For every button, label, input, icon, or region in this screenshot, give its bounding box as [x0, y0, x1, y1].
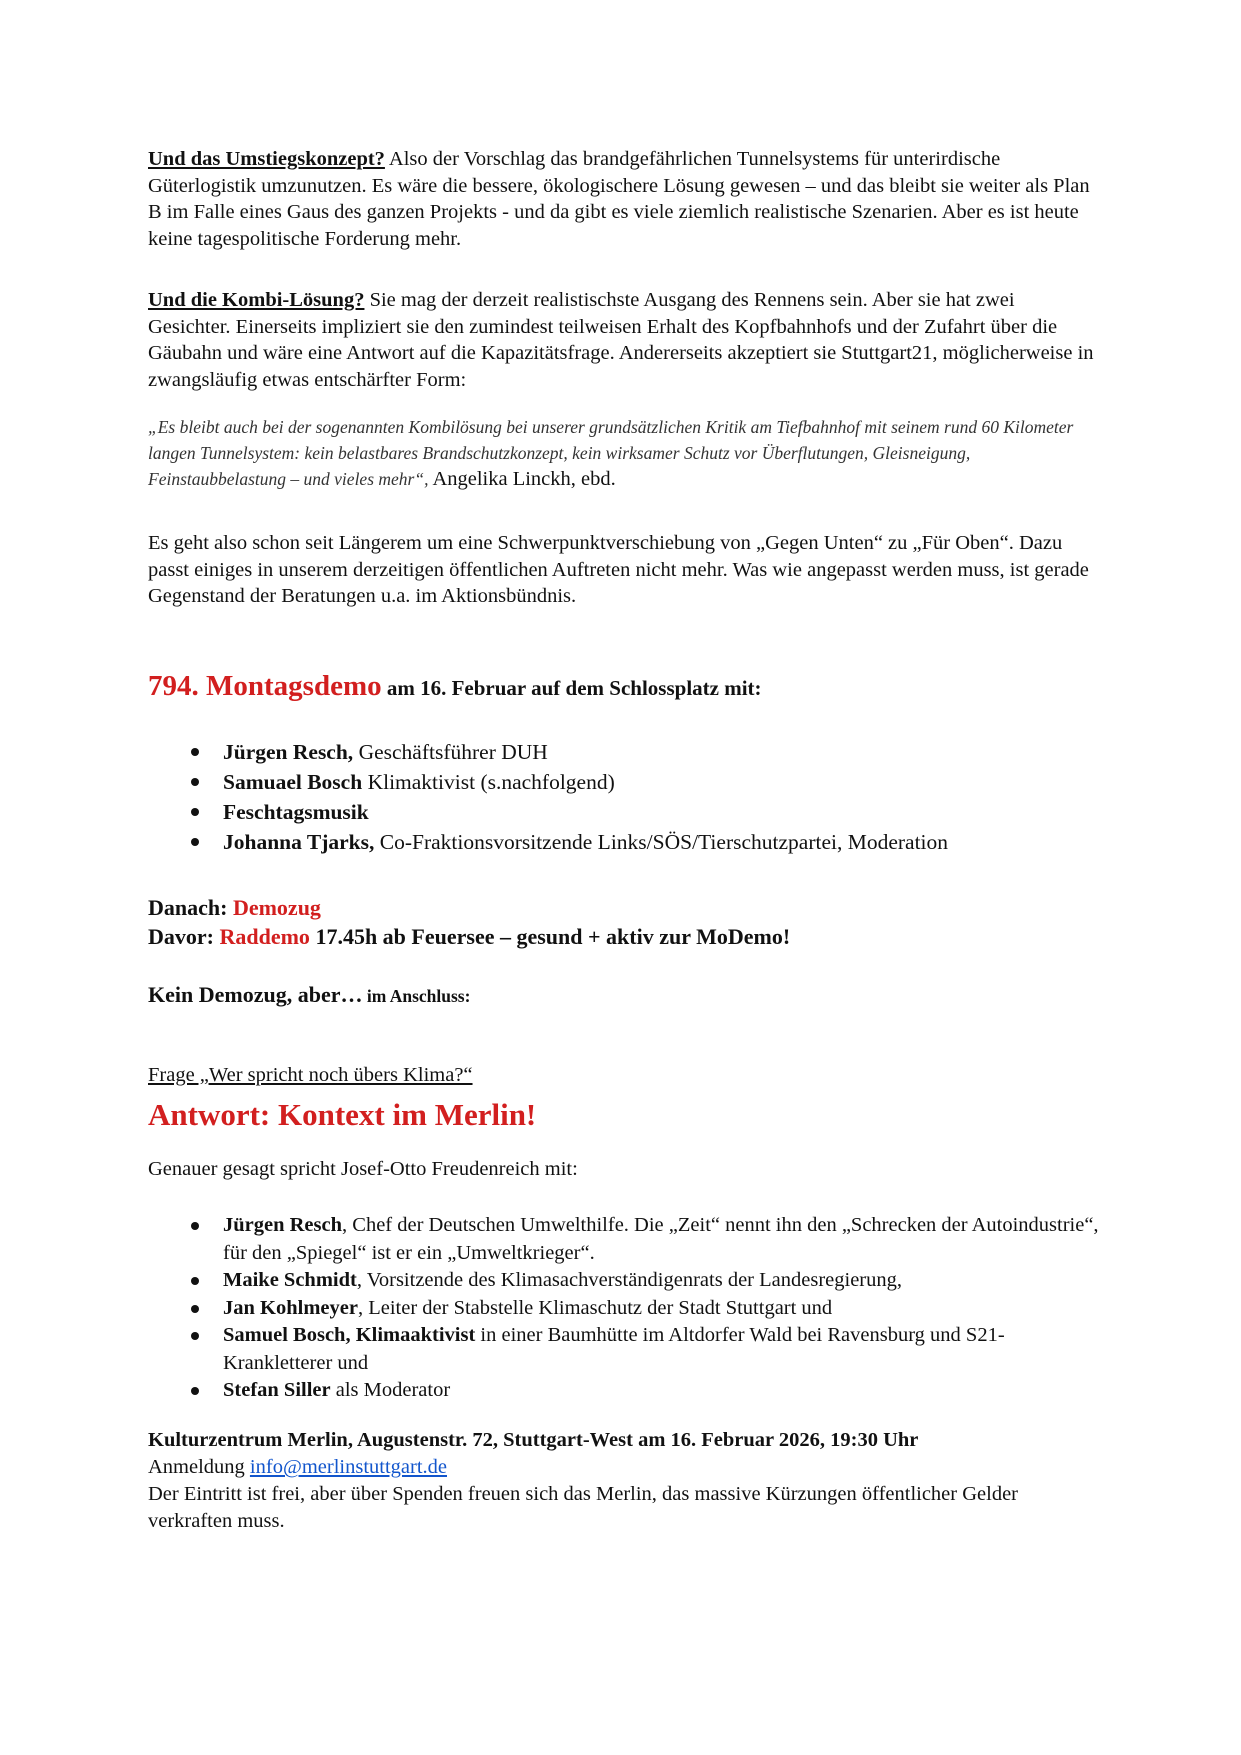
montagsdemo-heading	[148, 670, 762, 703]
davor-rest: 17.45h ab Feuersee – gesund + aktiv zur MoDemo!	[309, 924, 791, 949]
kein-demozug-line	[148, 980, 470, 1011]
speaker-name: Feschtagsmusik	[223, 800, 369, 824]
speaker-name: Samuel Bosch, Klimaaktivist	[223, 1324, 476, 1346]
kein-demozug-main: Kein Demozug, aber…	[148, 982, 363, 1007]
danach-line	[148, 893, 321, 922]
montagsdemo-title: 794. Montagsdemo	[148, 670, 382, 702]
list-item	[148, 1377, 1108, 1405]
venue-line	[148, 1427, 1098, 1454]
speaker-desc: in einer Baumhütte im Altdorfer Wald bei Ravensburg und S21-Krankletterer und	[223, 1324, 1005, 1374]
speaker-desc: , Chef der Deutschen Umwelthilfe. Die „Zeit“ nennt ihn den „Schrecken der Autoindustrie“, für den „Spiegel“ ist er ein „Umweltkrieger“.	[223, 1214, 1099, 1264]
kombi-loesung-text: Sie mag der derzeit realistischste Ausgang des Rennens sein. Aber sie hat zwei Gesichter. Einerseits impliziert sie den zumindest teilweisen Erhalt des Kopfbahnhofs und der Zufahrt über die Gäubahn und wäre eine Antwort auf die Kapazitätsfrage. Andererseits akzeptiert sie Stuttgart21, möglicherweise in zwangsläufig etwas entschärfter Form:	[148, 289, 1094, 391]
footer-paragraph	[148, 1481, 1098, 1534]
paragraph-umstiegskonzept	[148, 146, 1098, 252]
list-item	[148, 827, 1108, 857]
speaker-desc: , Leiter der Stabstelle Klimaschutz der Stadt Stuttgart und	[357, 1296, 833, 1319]
speaker-name: Maike Schmidt	[223, 1269, 357, 1291]
list-item	[148, 797, 1108, 827]
speaker-desc: Klimaktivist (s.nachfolgend)	[362, 770, 615, 794]
umstiegskonzept-text: Also der Vorschlag das brandgefährlichen Tunnelsystems für unterirdische Güterlogistik umzunutzen. Es wäre die bessere, ökologischere Lösung gewesen – und das bleibt sie weiter als Plan B im Falle eines Gaus des ganzen Projekts - und da gibt es viele ziemlich realistische Szenarien. Aber es ist heute keine tagespolitische Forderung mehr.	[148, 148, 1090, 250]
speaker-name: Stefan Siller	[223, 1379, 331, 1401]
speaker-name: Samuael Bosch	[223, 770, 363, 794]
quote-linckh	[148, 414, 1108, 492]
list-item	[148, 1267, 1108, 1295]
kombi-loesung-heading: Und die Kombi-Lösung?	[148, 289, 365, 311]
list-item	[148, 737, 1108, 767]
danach-label: Danach:	[148, 895, 233, 920]
venue-text: Kulturzentrum Merlin, Augustenstr. 72, Stuttgart-West am 16. Februar 2026, 19:30 Uhr	[148, 1429, 919, 1451]
list-item	[148, 1212, 1108, 1267]
speaker-desc: Co-Fraktionsvorsitzende Links/SÖS/Tierschutzpartei, Moderation	[374, 830, 949, 854]
schwerpunkt-text: Es geht also schon seit Längerem um eine Schwerpunktverschiebung von „Gegen Unten“ zu „Für Oben“. Dazu passt einiges in unserem derzeitigen öffentlichen Auftreten nicht mehr. Was wie angepasst werden muss, ist gerade Gegenstand der Beratungen u.a. im Aktionsbündnis.	[148, 532, 1089, 607]
umstiegskonzept-heading: Und das Umstiegskonzept?	[148, 148, 385, 170]
speaker-desc: Geschäftsführer DUH	[353, 740, 548, 764]
montagsdemo-speaker-list	[148, 737, 1108, 857]
list-item	[148, 767, 1108, 797]
speaker-name: Johanna Tjarks,	[223, 830, 375, 854]
danach-value: Demozug	[232, 895, 321, 920]
speaker-name: Jürgen Resch	[223, 1214, 343, 1236]
davor-value: Raddemo	[219, 924, 310, 949]
quote-source: Angelika Linckh, ebd.	[428, 468, 616, 490]
speaker-name: Jan Kohlmeyer	[223, 1296, 358, 1319]
merlin-speaker-list	[148, 1212, 1108, 1405]
speaker-desc: als Moderator	[330, 1379, 451, 1401]
montagsdemo-subtitle: am 16. Februar auf dem Schlossplatz mit:	[381, 676, 762, 700]
frage-text: Frage „Wer spricht noch übers Klima?“	[148, 1064, 473, 1086]
antwort-text: Antwort: Kontext im Merlin!	[148, 1097, 537, 1132]
speaker-desc: , Vorsitzende des Klimasachverständigenrats der Landesregierung,	[356, 1269, 902, 1291]
footer-text: Der Eintritt ist frei, aber über Spenden freuen sich das Merlin, das massive Kürzungen öffentlicher Gelder verkraften muss.	[148, 1483, 1019, 1532]
frage-line	[148, 1062, 1098, 1089]
list-item	[148, 1295, 1108, 1323]
email-link[interactable]: info@merlinstuttgart.de	[249, 1456, 447, 1478]
paragraph-schwerpunkt	[148, 530, 1098, 610]
kein-demozug-small: im Anschluss:	[362, 986, 471, 1006]
davor-label: Davor:	[148, 924, 220, 949]
anmeldung-label: Anmeldung	[148, 1456, 250, 1478]
merlin-intro-text: Genauer gesagt spricht Josef-Otto Freudenreich mit:	[148, 1158, 578, 1180]
quote-text: „Es bleibt auch bei der sogenannten Kombilösung bei unserer grundsätzlichen Kritik am Tiefbahnhof mit seinem rund 60 Kilometer langen Tunnelsystem: kein belastbares Brandschutzkonzept, kein wirksamer Schutz vor Überflutungen, Gleisneigung, Feinstaubbelastung – und vieles mehr“,	[148, 417, 1074, 489]
merlin-intro	[148, 1156, 1098, 1183]
anmeldung-line	[148, 1454, 1098, 1481]
list-item	[148, 1322, 1108, 1377]
speaker-name: Jürgen Resch,	[223, 740, 354, 764]
davor-line	[148, 922, 790, 951]
antwort-heading	[148, 1096, 536, 1134]
paragraph-kombi-loesung	[148, 287, 1098, 393]
